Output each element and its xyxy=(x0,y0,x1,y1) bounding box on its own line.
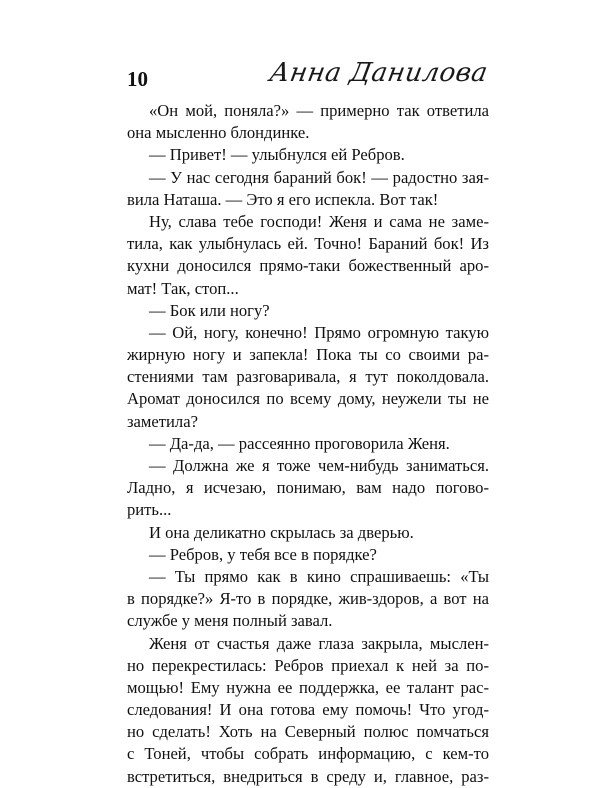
text-line: Ну, слава тебе господи! Женя и сама не заме- xyxy=(149,211,489,231)
text-line: с Тоней, чтобы собрать информацию, с кем-то xyxy=(127,744,489,764)
text-line: но перекрестилась: Ребров приехал к ней за по- xyxy=(127,655,489,675)
text-line: И она деликатно скрылась за дверью. xyxy=(149,522,414,542)
running-head-author: Анна Данилова xyxy=(267,58,491,88)
text-line: — Привет! — улыбнулся ей Ребров. xyxy=(149,145,405,165)
text-line: в порядке?» Я-то в порядке, жив-здоров, а вот на xyxy=(127,589,489,609)
text-line: — Ой, ногу, конечно! Прямо огромную такую xyxy=(149,322,489,342)
text-line: заметила? xyxy=(127,411,198,431)
text-line: — Должна же я тоже чем-нибудь заниматься. xyxy=(149,456,489,475)
text-line: мощью! Ему нужна ее поддержка, ее талант рас- xyxy=(127,677,489,697)
text-line: — Ребров, у тебя все в порядке? xyxy=(149,544,377,564)
text-line: Аромат доносился по всему дому, неужели ты не xyxy=(127,389,489,409)
text-line: она мысленно блондинке. xyxy=(127,123,310,143)
body-text xyxy=(127,100,489,788)
text-line: встретиться, внедриться в среду и, главное, раз- xyxy=(127,766,489,786)
text-line: — Да-да, — рассеянно проговорила Женя. xyxy=(149,433,450,453)
text-line: «Он мой, поняла?» — примерно так ответила xyxy=(149,101,489,120)
text-line: стениями там разговаривала, я тут поколдовала. xyxy=(127,367,489,387)
text-line: — У нас сегодня бараний бок! — радостно зая- xyxy=(149,167,489,187)
text-line: вила Наташа. — Это я его испекла. Вот так! xyxy=(127,189,439,209)
text-line: мат! Так, стоп... xyxy=(127,278,239,298)
text-line: рить... xyxy=(127,500,172,520)
text-line: жирную ногу и запекла! Пока ты со своими ра- xyxy=(127,345,489,365)
text-line: Ладно, я исчезаю, понимаю, вам надо погово- xyxy=(127,478,489,498)
text-line: но сделать! Хоть на Северный полюс помчаться xyxy=(127,722,489,742)
text-line: — Бок или ногу? xyxy=(149,300,270,320)
text-line: следования! И она готова ему помочь! Что угод- xyxy=(127,700,489,720)
page-number: 10 xyxy=(127,67,148,91)
text-line: — Ты прямо как в кино спрашиваешь: «Ты xyxy=(149,566,489,586)
text-line: Женя от счастья даже глаза закрыла, мыслен- xyxy=(149,633,489,653)
text-line: кухни доносился прямо-таки божественный аро- xyxy=(127,256,489,276)
text-line: службе у меня полный завал. xyxy=(127,611,333,631)
text-line: тила, как улыбнулась ей. Точно! Бараний бок! Из xyxy=(127,234,489,254)
